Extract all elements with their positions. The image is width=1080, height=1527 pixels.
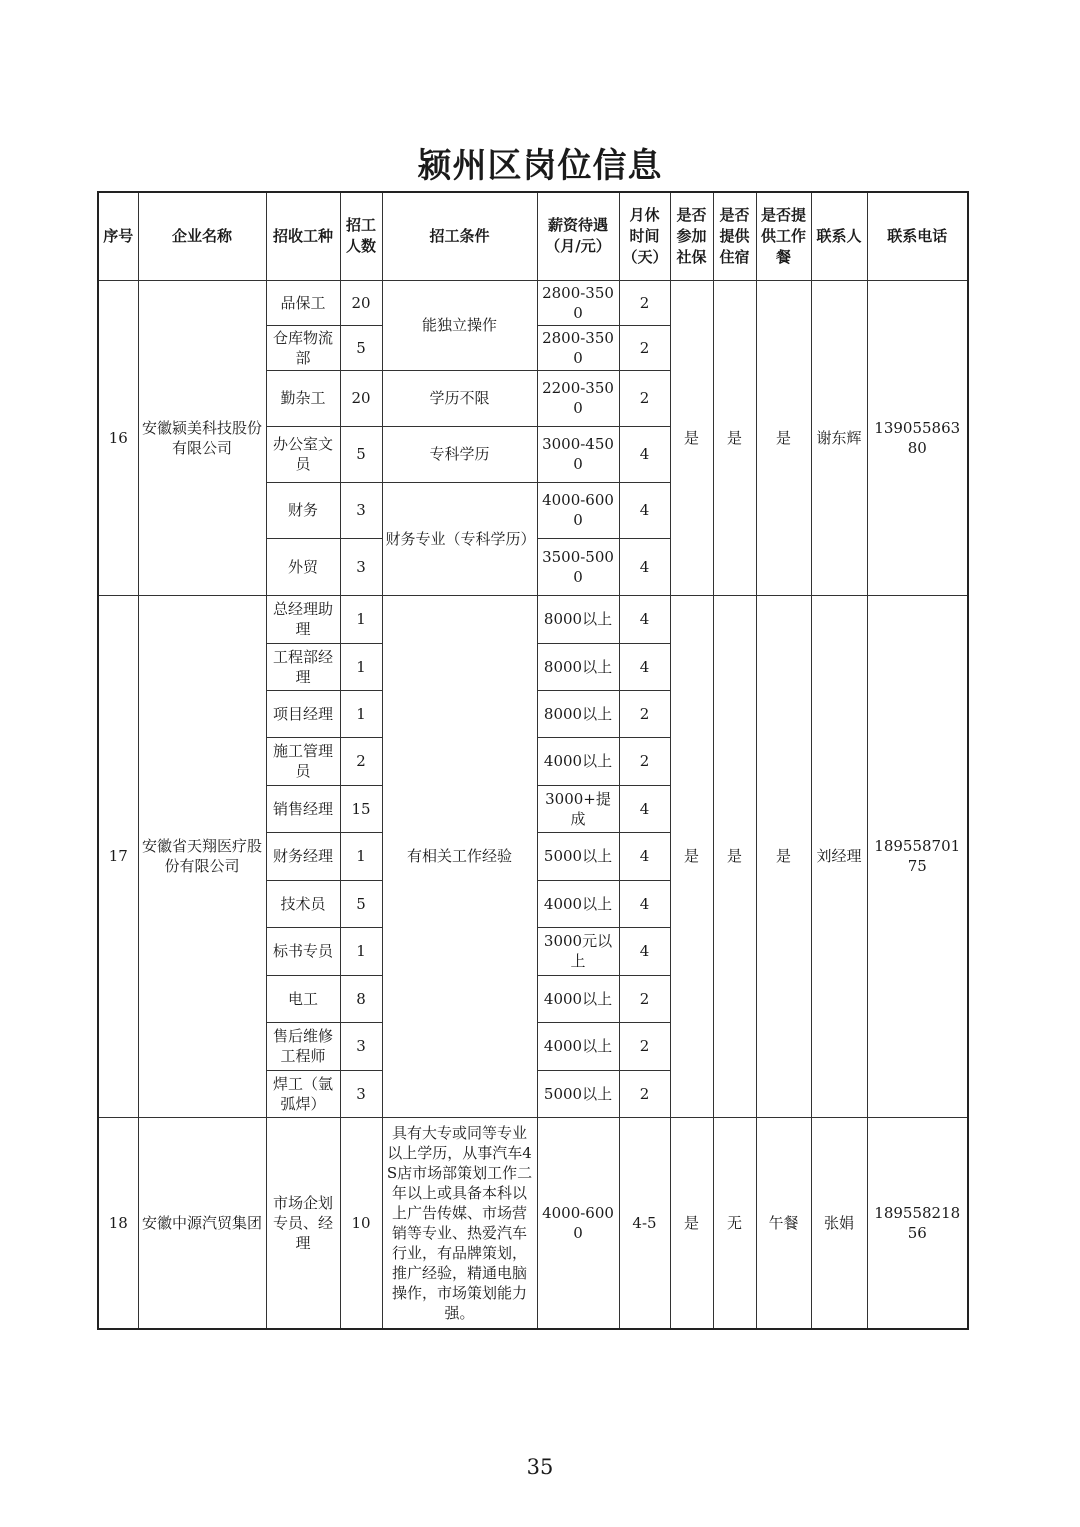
company-name-cell: 安徽省天翔医疗股份有限公司 <box>138 595 266 1117</box>
job-cell: 办公室文员 <box>266 426 340 482</box>
salary-cell: 2800-3500 <box>537 325 619 370</box>
job-info-table <box>97 191 969 1330</box>
count-cell: 10 <box>340 1117 382 1329</box>
count-cell: 5 <box>340 325 382 370</box>
salary-cell: 4000以上 <box>537 737 619 785</box>
requirement-cell: 具有大专或同等专业以上学历，从事汽车4S店市场部策划工作二年以上或具备本科以上广告传媒、市场营销等专业、热爱汽车行业，有品牌策划，推广经验，精通电脑操作，市场策划能力强。 <box>382 1117 537 1329</box>
social-insurance-cell: 是 <box>670 595 713 1117</box>
count-cell: 2 <box>340 737 382 785</box>
requirement-cell: 能独立操作 <box>382 280 537 370</box>
rest-cell: 2 <box>619 737 670 785</box>
rest-cell: 4 <box>619 880 670 927</box>
salary-cell: 3000+提成 <box>537 785 619 832</box>
count-cell: 1 <box>340 595 382 643</box>
header-count: 招工人数 <box>340 192 382 280</box>
phone-cell: 13905586380 <box>867 280 968 595</box>
job-cell: 勤杂工 <box>266 370 340 426</box>
rest-cell: 4 <box>619 595 670 643</box>
count-cell: 1 <box>340 927 382 975</box>
requirement-cell: 专科学历 <box>382 426 537 482</box>
rest-cell: 4 <box>619 538 670 595</box>
salary-cell: 3000-4500 <box>537 426 619 482</box>
count-cell: 3 <box>340 1070 382 1117</box>
table-row <box>98 1117 968 1329</box>
seq-cell: 18 <box>98 1117 138 1329</box>
header-housing: 是否提供住宿 <box>713 192 756 280</box>
table-row <box>98 595 968 643</box>
meals-cell: 是 <box>756 595 811 1117</box>
rest-cell: 4 <box>619 832 670 880</box>
rest-cell: 4 <box>619 643 670 690</box>
salary-cell: 8000以上 <box>537 643 619 690</box>
job-cell: 售后维修工程师 <box>266 1022 340 1070</box>
salary-cell: 8000以上 <box>537 690 619 737</box>
count-cell: 1 <box>340 832 382 880</box>
header-rest-days: 月休时间（天） <box>619 192 670 280</box>
company-name-cell: 安徽中源汽贸集团 <box>138 1117 266 1329</box>
meals-cell: 是 <box>756 280 811 595</box>
housing-cell: 无 <box>713 1117 756 1329</box>
rest-cell: 2 <box>619 280 670 325</box>
phone-cell: 18955821856 <box>867 1117 968 1329</box>
job-cell: 技术员 <box>266 880 340 927</box>
salary-cell: 3000元以上 <box>537 927 619 975</box>
rest-cell: 2 <box>619 325 670 370</box>
salary-cell: 4000-6000 <box>537 482 619 538</box>
count-cell: 5 <box>340 880 382 927</box>
job-cell: 电工 <box>266 975 340 1022</box>
salary-cell: 2800-3500 <box>537 280 619 325</box>
page-number: 35 <box>526 1455 554 1479</box>
job-cell: 外贸 <box>266 538 340 595</box>
job-cell: 标书专员 <box>266 927 340 975</box>
rest-cell: 4 <box>619 426 670 482</box>
housing-cell: 是 <box>713 280 756 595</box>
seq-cell: 16 <box>98 280 138 595</box>
header-job: 招收工种 <box>266 192 340 280</box>
salary-cell: 5000以上 <box>537 1070 619 1117</box>
rest-cell: 2 <box>619 1070 670 1117</box>
job-cell: 市场企划专员、经理 <box>266 1117 340 1329</box>
page-title: 颍州区岗位信息 <box>417 146 663 186</box>
rest-cell: 2 <box>619 975 670 1022</box>
header-meals: 是否提供工作餐 <box>756 192 811 280</box>
count-cell: 1 <box>340 690 382 737</box>
social-insurance-cell: 是 <box>670 280 713 595</box>
job-cell: 品保工 <box>266 280 340 325</box>
count-cell: 1 <box>340 643 382 690</box>
salary-cell: 4000以上 <box>537 975 619 1022</box>
requirement-cell: 财务专业（专科学历） <box>382 482 537 595</box>
salary-cell: 4000-6000 <box>537 1117 619 1329</box>
job-cell: 财务 <box>266 482 340 538</box>
contact-cell: 刘经理 <box>811 595 867 1117</box>
rest-cell: 4-5 <box>619 1117 670 1329</box>
table-row <box>98 280 968 325</box>
job-cell: 总经理助理 <box>266 595 340 643</box>
count-cell: 20 <box>340 370 382 426</box>
salary-cell: 3500-5000 <box>537 538 619 595</box>
meals-cell: 午餐 <box>756 1117 811 1329</box>
count-cell: 5 <box>340 426 382 482</box>
header-phone: 联系电话 <box>867 192 968 280</box>
rest-cell: 2 <box>619 370 670 426</box>
job-cell: 项目经理 <box>266 690 340 737</box>
contact-cell: 张娟 <box>811 1117 867 1329</box>
job-cell: 仓库物流部 <box>266 325 340 370</box>
count-cell: 20 <box>340 280 382 325</box>
social-insurance-cell: 是 <box>670 1117 713 1329</box>
header-requirement: 招工条件 <box>382 192 537 280</box>
salary-cell: 4000以上 <box>537 1022 619 1070</box>
header-company: 企业名称 <box>138 192 266 280</box>
salary-cell: 4000以上 <box>537 880 619 927</box>
count-cell: 15 <box>340 785 382 832</box>
housing-cell: 是 <box>713 595 756 1117</box>
rest-cell: 4 <box>619 482 670 538</box>
salary-cell: 5000以上 <box>537 832 619 880</box>
count-cell: 3 <box>340 482 382 538</box>
count-cell: 3 <box>340 1022 382 1070</box>
seq-cell: 17 <box>98 595 138 1117</box>
header-social-insurance: 是否参加社保 <box>670 192 713 280</box>
salary-cell: 8000以上 <box>537 595 619 643</box>
header-seq: 序号 <box>98 192 138 280</box>
header-contact: 联系人 <box>811 192 867 280</box>
count-cell: 3 <box>340 538 382 595</box>
requirement-cell: 学历不限 <box>382 370 537 426</box>
requirement-cell: 有相关工作经验 <box>382 595 537 1117</box>
salary-cell: 2200-3500 <box>537 370 619 426</box>
job-cell: 工程部经理 <box>266 643 340 690</box>
rest-cell: 2 <box>619 690 670 737</box>
phone-cell: 18955870175 <box>867 595 968 1117</box>
rest-cell: 4 <box>619 785 670 832</box>
table-header-row <box>98 192 968 280</box>
contact-cell: 谢东辉 <box>811 280 867 595</box>
company-name-cell: 安徽颍美科技股份有限公司 <box>138 280 266 595</box>
count-cell: 8 <box>340 975 382 1022</box>
job-cell: 施工管理员 <box>266 737 340 785</box>
job-cell: 财务经理 <box>266 832 340 880</box>
job-cell: 焊工（氩弧焊） <box>266 1070 340 1117</box>
rest-cell: 4 <box>619 927 670 975</box>
header-salary: 薪资待遇（月/元） <box>537 192 619 280</box>
rest-cell: 2 <box>619 1022 670 1070</box>
job-cell: 销售经理 <box>266 785 340 832</box>
